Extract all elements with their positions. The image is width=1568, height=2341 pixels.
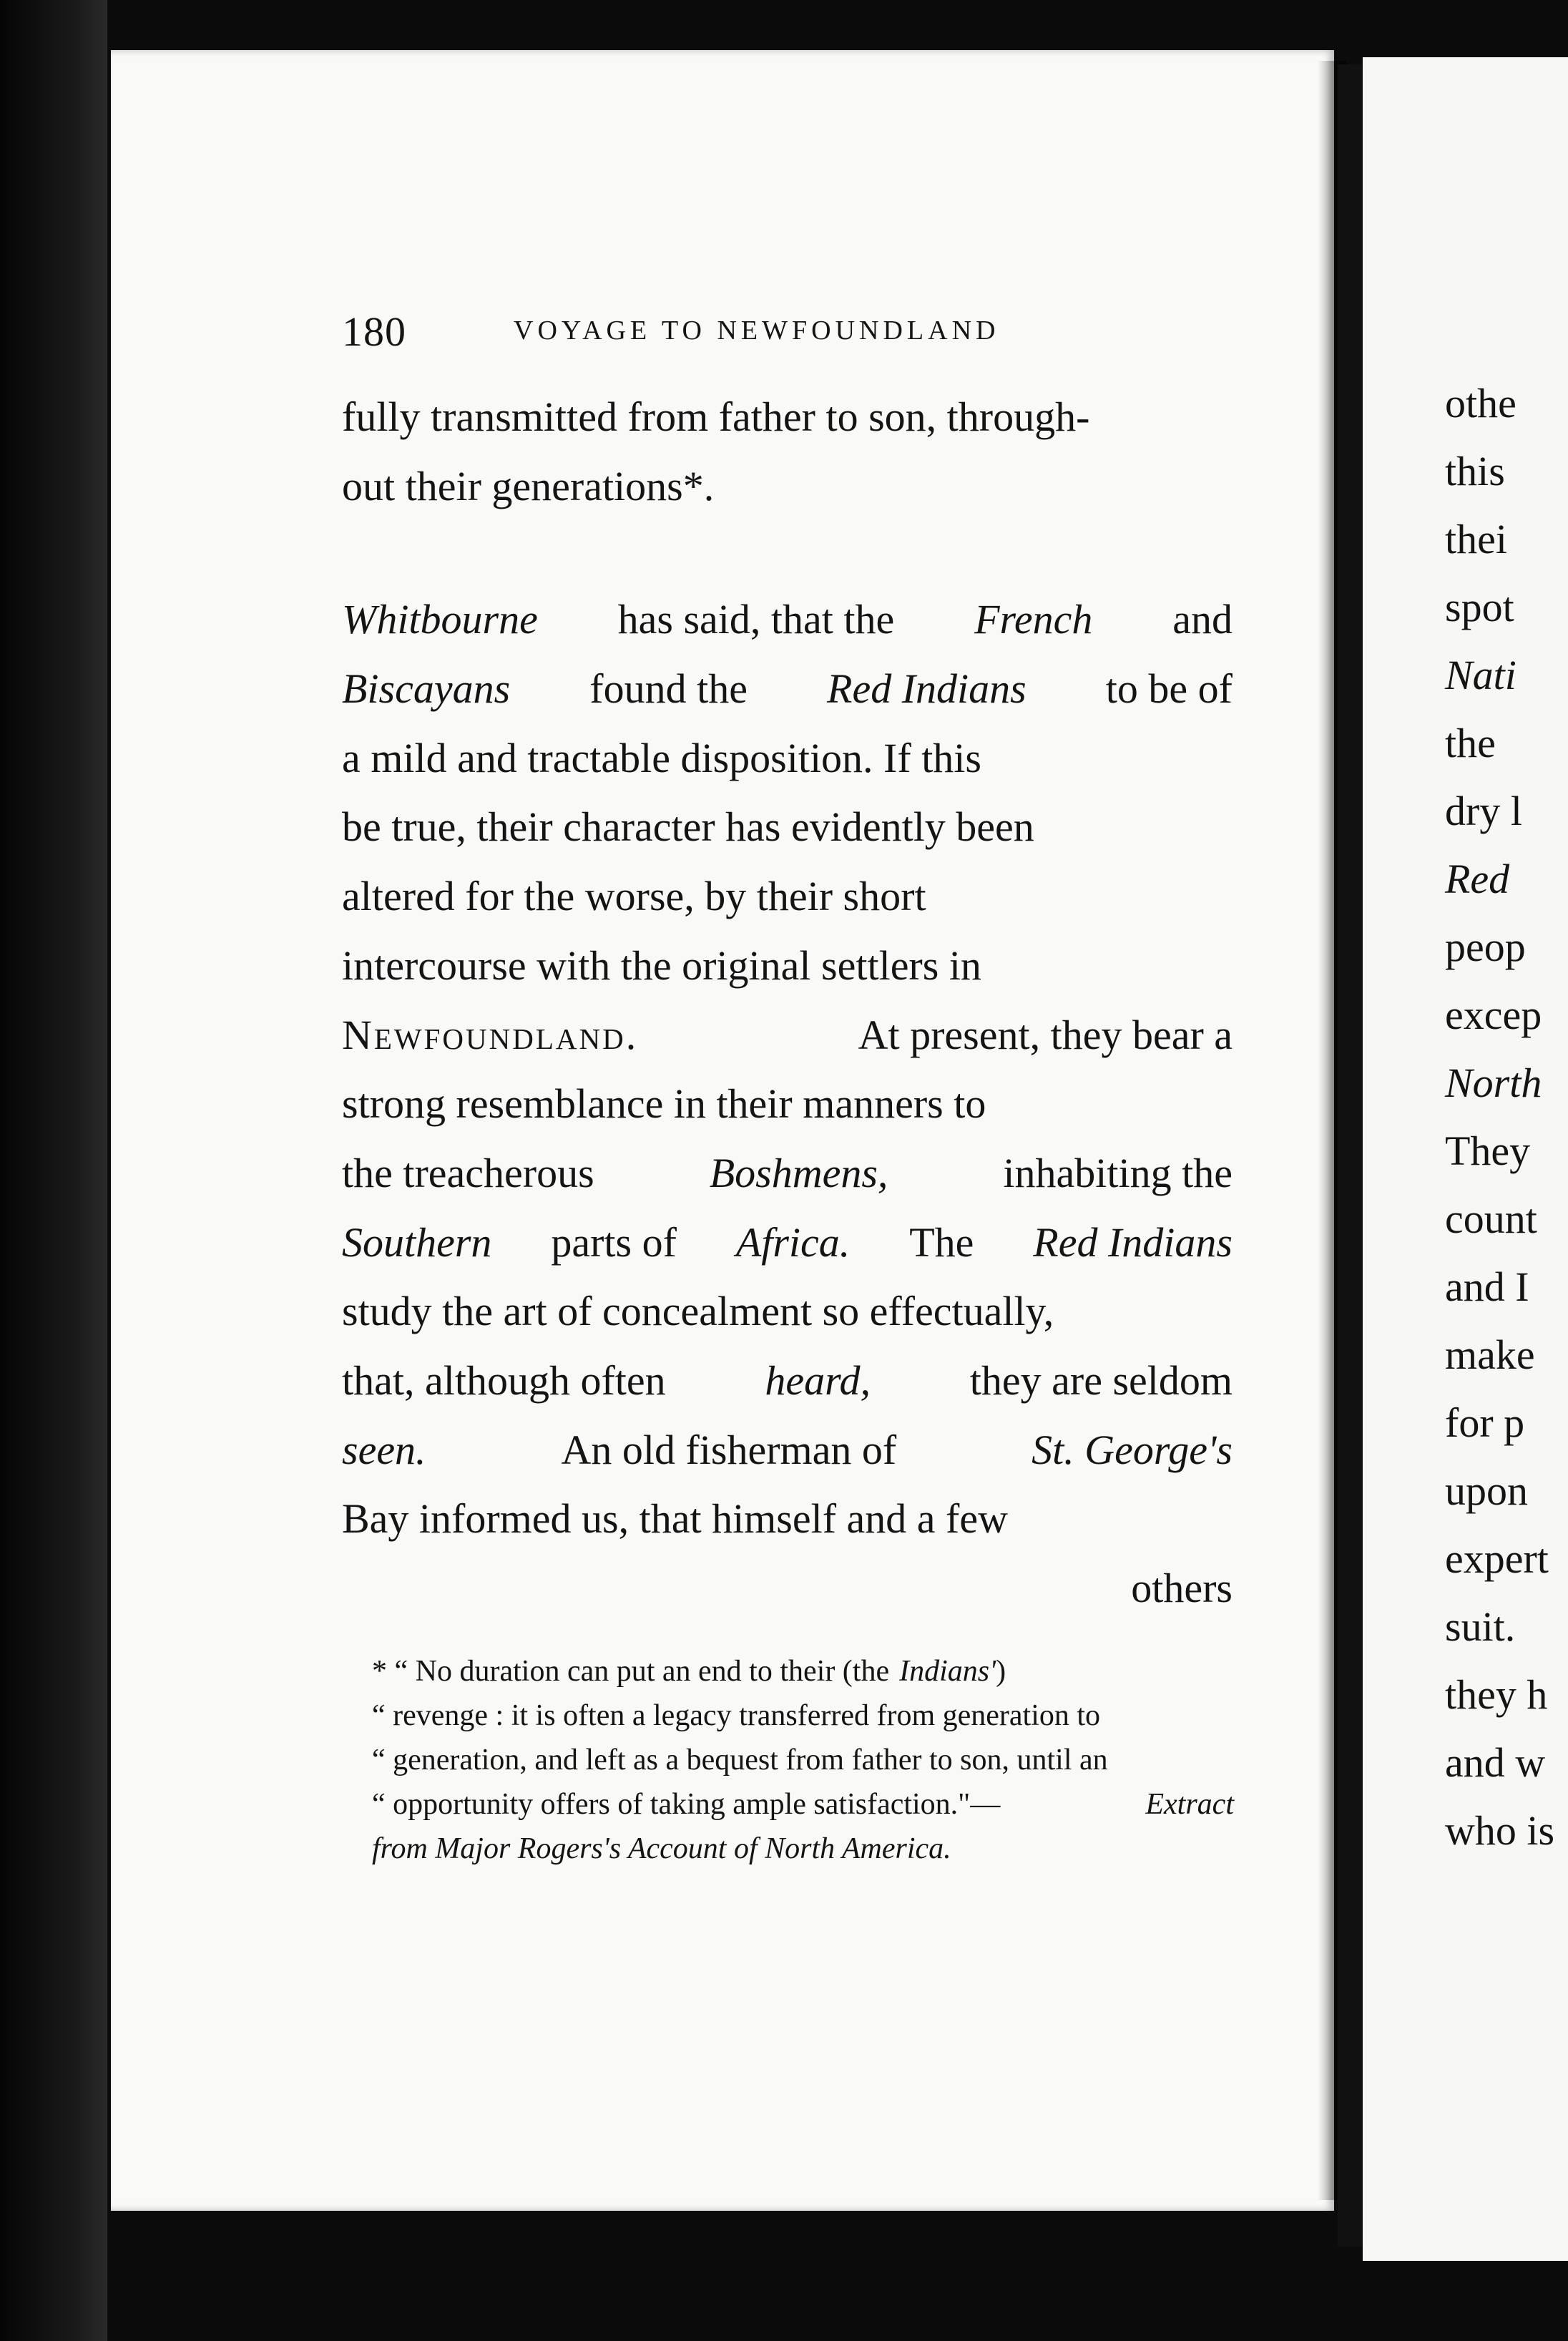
text-run: Extract — [1145, 1788, 1234, 1821]
text-line — [342, 1139, 1233, 1208]
text-line — [342, 724, 1233, 793]
text-run: inhabiting the — [1003, 1149, 1233, 1196]
facing-line: They — [1445, 1128, 1531, 1174]
text-run: Red Indians — [1033, 1218, 1233, 1266]
facing-line: excep — [1445, 992, 1542, 1038]
text-line — [342, 1347, 1233, 1416]
footnote-line — [372, 1649, 1234, 1694]
text-line — [342, 383, 1233, 452]
text-run: Newfoundland. — [342, 1011, 639, 1058]
text-line — [342, 862, 1233, 932]
text-line — [342, 793, 1233, 862]
text-run: fully transmitted from father to son, through- — [342, 394, 1090, 440]
running-title: VOYAGE TO NEWFOUNDLAND — [514, 316, 1000, 346]
facing-line: peop — [1445, 924, 1526, 970]
footnote — [372, 1649, 1234, 1871]
text-run: be true, their character has evidently been — [342, 803, 1034, 851]
text-run: Biscayans — [342, 665, 511, 713]
text-run: The — [909, 1218, 974, 1266]
page-header — [342, 308, 1272, 358]
text-run: the treacherous — [342, 1149, 594, 1196]
text-run: Southern — [342, 1218, 492, 1266]
book-gutter — [1338, 64, 1366, 2247]
text-run: French — [974, 596, 1093, 643]
text-line — [342, 1208, 1233, 1278]
text-run: An old fisherman of — [561, 1426, 897, 1473]
facing-line: thei — [1445, 516, 1507, 562]
footnote-line — [372, 1827, 1234, 1871]
facing-line: Red — [1445, 856, 1510, 902]
text-run: to be of — [1105, 665, 1233, 713]
text-run: study the art of concealment so effectually, — [342, 1288, 1054, 1335]
text-line — [342, 932, 1233, 1001]
text-run: * “ No duration can put an end to their (the — [372, 1655, 890, 1688]
text-run: Red Indians — [827, 665, 1026, 713]
text-line — [342, 1070, 1233, 1139]
text-run: At present, they bear a — [858, 1011, 1233, 1058]
text-run: seen. — [342, 1426, 426, 1473]
facing-line: count — [1445, 1196, 1537, 1242]
text-run: has said, that the — [617, 596, 895, 643]
catchword — [342, 1554, 1233, 1623]
facing-line: and w — [1445, 1739, 1546, 1786]
text-run: a mild and tractable disposition. If this — [342, 734, 981, 781]
text-line — [342, 1277, 1233, 1347]
text-line — [342, 655, 1233, 724]
text-run: and — [1172, 596, 1233, 643]
text-line — [342, 1416, 1233, 1485]
footnote-line — [372, 1738, 1234, 1782]
text-run: out their generations*. — [342, 462, 715, 509]
text-run: “ opportunity offers of taking ample satisfaction."— — [372, 1788, 1001, 1821]
book-edge — [0, 0, 107, 2341]
text-run: others — [1131, 1565, 1233, 1611]
facing-line: Nati — [1445, 652, 1516, 698]
text-run: Africa. — [735, 1218, 851, 1266]
text-line — [342, 452, 1233, 522]
facing-line: and I — [1445, 1264, 1529, 1310]
facing-line: this — [1445, 448, 1505, 494]
footnote-line — [372, 1694, 1234, 1738]
text-run: that, although often — [342, 1357, 666, 1404]
text-run: strong resemblance in their manners to — [342, 1080, 986, 1128]
text-run: found the — [589, 665, 748, 713]
footnote-line — [372, 1782, 1234, 1827]
text-run: “ generation, and left as a bequest from father to son, until an — [372, 1744, 1108, 1776]
text-run: “ revenge : it is often a legacy transferred from generation to — [372, 1699, 1101, 1732]
facing-line: make — [1445, 1331, 1535, 1378]
facing-line: who is — [1445, 1807, 1555, 1854]
text-run: they are seldom — [969, 1357, 1233, 1404]
text-run: St. George's — [1032, 1426, 1233, 1473]
text-run: Bay informed us, that himself and a few — [342, 1495, 1008, 1543]
text-line — [342, 1001, 1233, 1070]
text-run: Indians' — [899, 1655, 996, 1688]
facing-line: upon — [1445, 1467, 1528, 1514]
facing-line: dry l — [1445, 788, 1522, 834]
facing-line: expert — [1445, 1535, 1549, 1582]
text-line — [342, 1485, 1233, 1554]
text-run: from Major Rogers's Account of North America. — [372, 1832, 951, 1865]
page-number: 180 — [342, 308, 406, 355]
text-run: heard, — [765, 1357, 871, 1404]
text-run: altered for the worse, by their short — [342, 873, 926, 920]
facing-line: suit. — [1445, 1603, 1516, 1650]
facing-line: North — [1445, 1060, 1542, 1106]
text-run: intercourse with the original settlers in — [342, 942, 981, 989]
body-text — [342, 383, 1233, 1623]
text-line — [342, 585, 1233, 655]
facing-line: they h — [1445, 1671, 1548, 1718]
facing-line: the — [1445, 720, 1496, 766]
text-run: Whitbourne — [342, 596, 538, 643]
text-run: ) — [996, 1655, 1006, 1688]
facing-line: for p — [1445, 1399, 1525, 1446]
text-run: Boshmens, — [709, 1149, 888, 1196]
facing-page — [1363, 57, 1568, 2261]
facing-line: spot — [1445, 584, 1514, 630]
facing-line: othe — [1445, 380, 1516, 426]
text-run: parts of — [551, 1218, 677, 1266]
